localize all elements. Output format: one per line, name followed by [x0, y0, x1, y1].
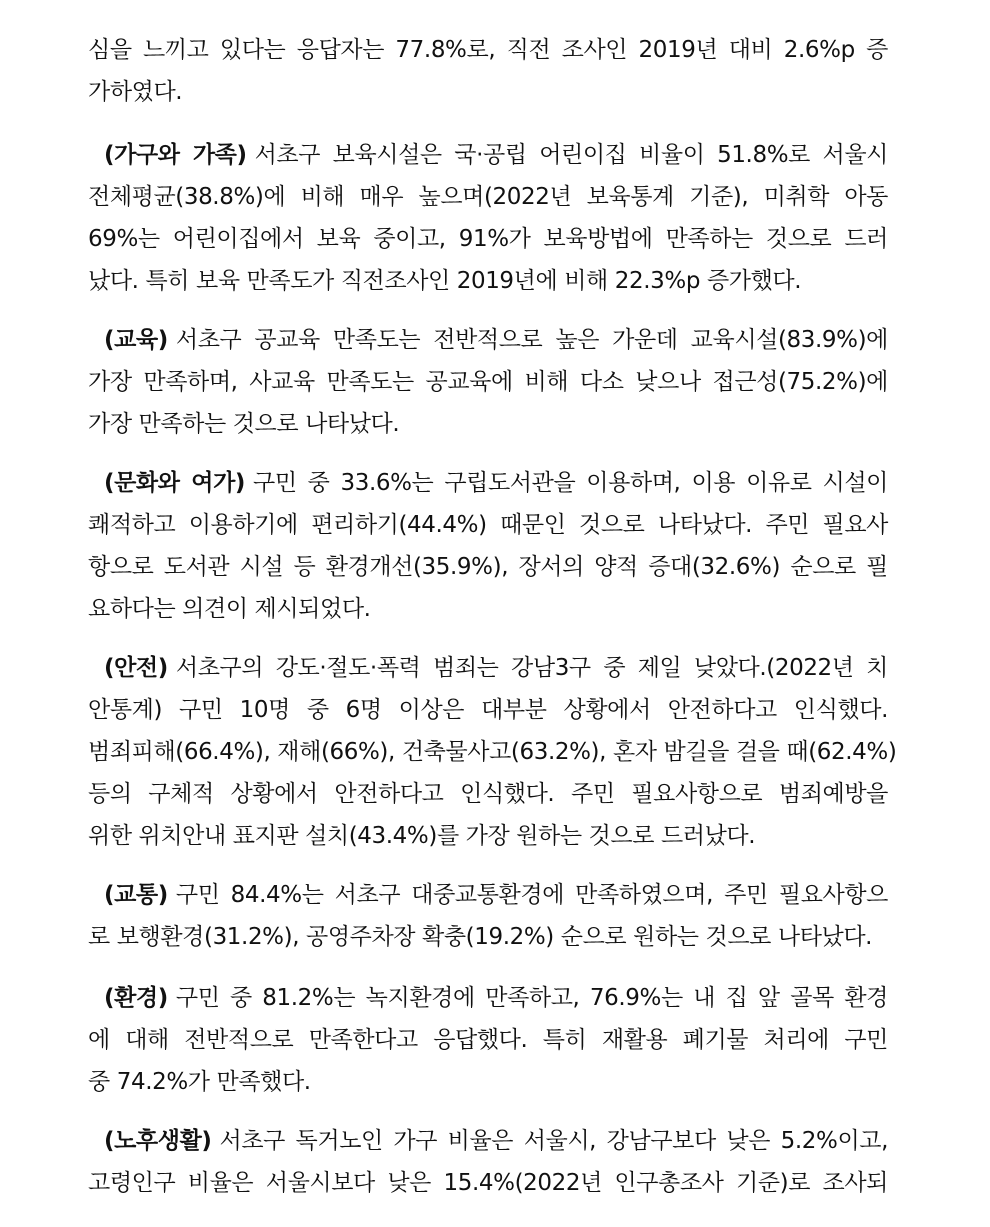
paragraph-traffic-text-1: 구민 84.4%는 서초구 대중교통환경에 만족하였으며, 주민 필요사항으 — [175, 882, 888, 908]
paragraph-education-line-2: 가장 만족하며, 사교육 만족도는 공교육에 비해 다소 낮으나 접근성(75.2%)에 — [88, 369, 888, 395]
heading-culture: (문화와 여가) — [104, 470, 246, 496]
paragraph-education-text-1: 서초구 공교육 만족도는 전반적으로 높은 가운데 교육시설(83.9%)에 — [175, 327, 888, 353]
intro-line-2: 가하였다. — [88, 79, 183, 105]
paragraph-elderly-line-1 — [104, 1121, 888, 1161]
paragraph-environment-line-1 — [104, 978, 888, 1018]
paragraph-safety-line-4: 등의 구체적 상황에서 안전하다고 인식했다. 주민 필요사항으로 범죄예방을 — [88, 781, 888, 807]
paragraph-safety-line-3: 범죄피해(66.4%), 재해(66%), 건축물사고(63.2%), 혼자 밤길을 걸을 때(62.4%) — [88, 739, 897, 765]
heading-family: (가구와 가족) — [104, 142, 247, 168]
paragraph-culture-line-4: 요하다는 의견이 제시되었다. — [88, 596, 371, 622]
paragraph-family-line-2: 전체평균(38.8%)에 비해 매우 높으며(2022년 보육통계 기준), 미취학 아동 — [88, 184, 888, 210]
paragraph-education-line-3: 가장 만족하는 것으로 나타났다. — [88, 411, 400, 437]
intro-line-1: 심을 느끼고 있다는 응답자는 77.8%로, 직전 조사인 2019년 대비 2.6%p 증 — [88, 37, 888, 63]
paragraph-culture-line-2: 쾌적하고 이용하기에 편리하기(44.4%) 때문인 것으로 나타났다. 주민 필요사 — [88, 512, 888, 538]
paragraph-environment-line-2: 에 대해 전반적으로 만족한다고 응답했다. 특히 재활용 폐기물 처리에 구민 — [88, 1027, 888, 1053]
paragraph-family-line-4: 났다. 특히 보육 만족도가 직전조사인 2019년에 비해 22.3%p 증가했다. — [88, 268, 802, 294]
paragraph-culture-text-1: 구민 중 33.6%는 구립도서관을 이용하며, 이용 이유로 시설이 — [253, 470, 888, 496]
paragraph-safety-line-5: 위한 위치안내 표지판 설치(43.4%)를 가장 원하는 것으로 드러났다. — [88, 823, 756, 849]
paragraph-family-text-1: 서초구 보육시설은 국·공립 어린이집 비율이 51.8%로 서울시 — [254, 142, 888, 168]
heading-elderly: (노후생활) — [104, 1128, 212, 1154]
paragraph-elderly-line-2: 고령인구 비율은 서울시보다 낮은 15.4%(2022년 인구총조사 기준)로 조사되 — [88, 1170, 888, 1196]
paragraph-culture-line-1 — [104, 463, 888, 503]
paragraph-traffic-line-1 — [104, 875, 888, 915]
heading-traffic: (교통) — [104, 882, 168, 908]
paragraph-traffic-line-2: 로 보행환경(31.2%), 공영주차장 확충(19.2%) 순으로 원하는 것으로 나타났다. — [88, 924, 873, 950]
paragraph-safety-text-1: 서초구의 강도·절도·폭력 범죄는 강남3구 중 제일 낮았다.(2022년 치 — [175, 655, 888, 681]
paragraph-culture-line-3: 항으로 도서관 시설 등 환경개선(35.9%), 장서의 양적 증대(32.6%) 순으로 필 — [88, 554, 888, 580]
heading-education: (교육) — [104, 327, 168, 353]
paragraph-environment-text-1: 구민 중 81.2%는 녹지환경에 만족하고, 76.9%는 내 집 앞 골목 환경 — [175, 985, 888, 1011]
paragraph-family-line-3: 69%는 어린이집에서 보육 중이고, 91%가 보육방법에 만족하는 것으로 드러 — [88, 226, 888, 252]
heading-environment: (환경) — [104, 985, 168, 1011]
paragraph-education-line-1 — [104, 320, 888, 360]
paragraph-safety-line-1 — [104, 648, 888, 688]
paragraph-elderly-text-1: 서초구 독거노인 가구 비율은 서울시, 강남구보다 낮은 5.2%이고, — [219, 1128, 888, 1154]
paragraph-safety-line-2: 안통계) 구민 10명 중 6명 이상은 대부분 상황에서 안전하다고 인식했다. — [88, 697, 888, 723]
paragraph-environment-line-3: 중 74.2%가 만족했다. — [88, 1069, 311, 1095]
heading-safety: (안전) — [104, 655, 168, 681]
paragraph-family-line-1 — [104, 135, 888, 175]
